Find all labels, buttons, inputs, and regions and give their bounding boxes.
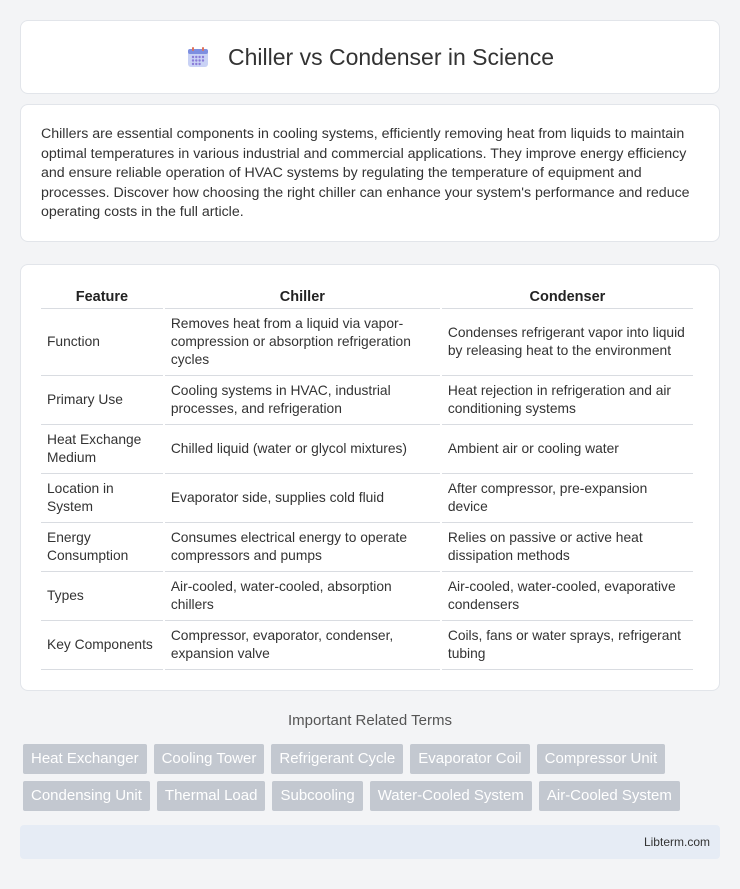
- condenser-cell: After compressor, pre-expansion device: [442, 474, 693, 523]
- footer-site-link[interactable]: Libterm.com: [643, 835, 710, 849]
- related-terms: [23, 744, 723, 818]
- tag-cooling-tower[interactable]: Cooling Tower: [154, 744, 265, 774]
- feature-cell: Primary Use: [41, 376, 163, 425]
- feature-cell: Function: [41, 309, 163, 376]
- footer: [20, 825, 720, 859]
- tag-row: [23, 781, 723, 811]
- feature-cell: Key Components: [41, 621, 163, 670]
- table-row: [41, 425, 693, 474]
- table-row: [41, 376, 693, 425]
- header-chiller: Chiller: [165, 285, 440, 309]
- feature-cell: Energy Consumption: [41, 523, 163, 572]
- chiller-cell: Air-cooled, water-cooled, absorption chillers: [165, 572, 440, 621]
- comparison-table: [39, 285, 695, 670]
- tag-heat-exchanger[interactable]: Heat Exchanger: [23, 744, 147, 774]
- condenser-cell: Air-cooled, water-cooled, evaporative condensers: [442, 572, 693, 621]
- table-row: [41, 309, 693, 376]
- tag-water-cooled-system[interactable]: Water-Cooled System: [370, 781, 532, 811]
- related-terms-title: Important Related Terms: [288, 712, 452, 729]
- feature-cell: Types: [41, 572, 163, 621]
- tag-subcooling[interactable]: Subcooling: [272, 781, 362, 811]
- table-row: [41, 621, 693, 670]
- tag-evaporator-coil[interactable]: Evaporator Coil: [410, 744, 529, 774]
- chiller-cell: Cooling systems in HVAC, industrial processes, and refrigeration: [165, 376, 440, 425]
- intro-text: Chillers are essential components in cooling systems, efficiently removing heat from liquids to maintain optimal temperatures in various industrial and commercial applications. They improve energy efficiency and ensure reliable operation of HVAC systems by regulating the temperature of equipment and processes. Discover how choosing the right chiller can enhance your system's performance and reduce operating costs in the full article.: [41, 126, 690, 221]
- condenser-cell: Ambient air or cooling water: [442, 425, 693, 474]
- tag-compressor-unit[interactable]: Compressor Unit: [537, 744, 666, 774]
- tag-row: [23, 744, 723, 774]
- title-wrap: [186, 44, 554, 71]
- tag-refrigerant-cycle[interactable]: Refrigerant Cycle: [271, 744, 403, 774]
- condenser-cell: Coils, fans or water sprays, refrigerant tubing: [442, 621, 693, 670]
- tag-condensing-unit[interactable]: Condensing Unit: [23, 781, 150, 811]
- tag-thermal-load[interactable]: Thermal Load: [157, 781, 266, 811]
- feature-cell: Heat Exchange Medium: [41, 425, 163, 474]
- table-row: [41, 523, 693, 572]
- condenser-cell: Heat rejection in refrigeration and air conditioning systems: [442, 376, 693, 425]
- header-condenser: Condenser: [442, 285, 693, 309]
- chiller-cell: Evaporator side, supplies cold fluid: [165, 474, 440, 523]
- condenser-cell: Relies on passive or active heat dissipation methods: [442, 523, 693, 572]
- feature-cell: Location in System: [41, 474, 163, 523]
- chiller-cell: Removes heat from a liquid via vapor-compression or absorption refrigeration cycles: [165, 309, 440, 376]
- chiller-cell: Chilled liquid (water or glycol mixtures): [165, 425, 440, 474]
- header-card: [20, 20, 720, 94]
- comparison-table-card: [20, 264, 720, 691]
- header-feature: Feature: [41, 285, 163, 309]
- chiller-cell: Compressor, evaporator, condenser, expansion valve: [165, 621, 440, 670]
- calendar-icon: [186, 45, 210, 69]
- chiller-cell: Consumes electrical energy to operate compressors and pumps: [165, 523, 440, 572]
- table-row: [41, 572, 693, 621]
- table-row: [41, 474, 693, 523]
- intro-card: [20, 104, 720, 242]
- condenser-cell: Condenses refrigerant vapor into liquid by releasing heat to the environment: [442, 309, 693, 376]
- page-title: Chiller vs Condenser in Science: [228, 43, 554, 70]
- tag-air-cooled-system[interactable]: Air-Cooled System: [539, 781, 680, 811]
